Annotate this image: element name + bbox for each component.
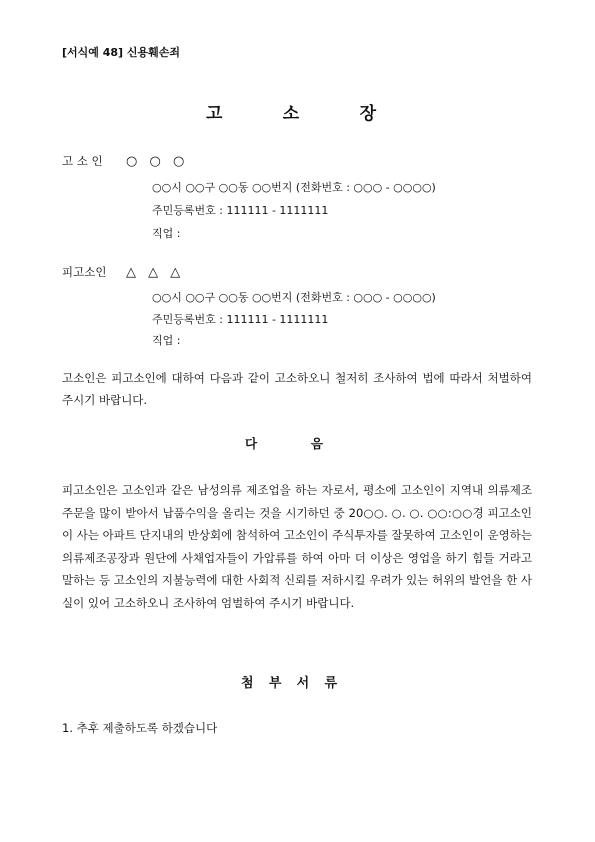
form-label: [서식예 48] 신용훼손죄 (62, 46, 181, 59)
defendant-name: △ △ △ (126, 265, 181, 280)
defendant-label: 피고소인 (62, 265, 107, 279)
intro-paragraph: 고소인은 피고소인에 대하여 다음과 같이 고소하오니 철저히 조사하여 법에 따라서 처벌하여 주시기 바랍니다. (62, 371, 532, 407)
complainant-address: ○○시 ○○구 ○○동 ○○번지 (전화번호 : ○○○ - ○○○○) (152, 181, 436, 194)
complainant-name: ○ ○ ○ (126, 154, 185, 169)
complainant-id-number: 주민등록번호 : 111111 - 1111111 (152, 204, 329, 217)
defendant-id-number: 주민등록번호 : 111111 - 1111111 (152, 313, 329, 326)
attachments-heading-char: 류 (324, 676, 337, 691)
defendant-occupation: 직업 : (152, 334, 181, 347)
section-heading (245, 436, 323, 451)
facts-paragraph: 피고소인은 고소인과 같은 남성의류 제조업을 하는 자로서, 평소에 고소인이 지역내 의류제조 주문을 많이 받아서 납품수익을 올리는 것을 시기하던 중 20○○. ○. ○. ○○:○○경 피고소인이 사는 아파트 단지내의 반상회에 참석하여 고소인이 주식투자를 잘못하여 고소인이 운영하는 의류제조공장과 원단에 사채업자들이 가압류를 하여 아마 더 이상은 영업을 하기 힘들 거라고 말하는 등 고소인의 지불능력에 대한 사회적 신뢰를 저하시킬 우려가 있는 허위의 발언을 한 사실이 있어 고소하오니 조사하여 엄벌하여 주시기 바랍니다. (62, 483, 532, 610)
section-heading-char: 다 (245, 436, 258, 451)
attachments-heading-char: 첨 (241, 676, 254, 691)
attachments-heading-char: 부 (268, 676, 282, 691)
defendant-address: ○○시 ○○구 ○○동 ○○번지 (전화번호 : ○○○ - ○○○○) (152, 291, 436, 304)
title-char: 장 (359, 104, 376, 124)
title-char: 소 (282, 104, 300, 124)
complainant-label: 고 소 인 (62, 154, 103, 168)
attachments-heading (241, 676, 337, 692)
complainant-occupation: 직업 : (152, 227, 181, 240)
attachment-item: 1. 추후 제출하도록 하겠습니다 (62, 721, 218, 735)
section-heading-char: 음 (310, 436, 323, 451)
title-char: 고 (206, 104, 223, 124)
attachments-heading-char: 서 (296, 676, 310, 691)
document-title (206, 104, 376, 124)
